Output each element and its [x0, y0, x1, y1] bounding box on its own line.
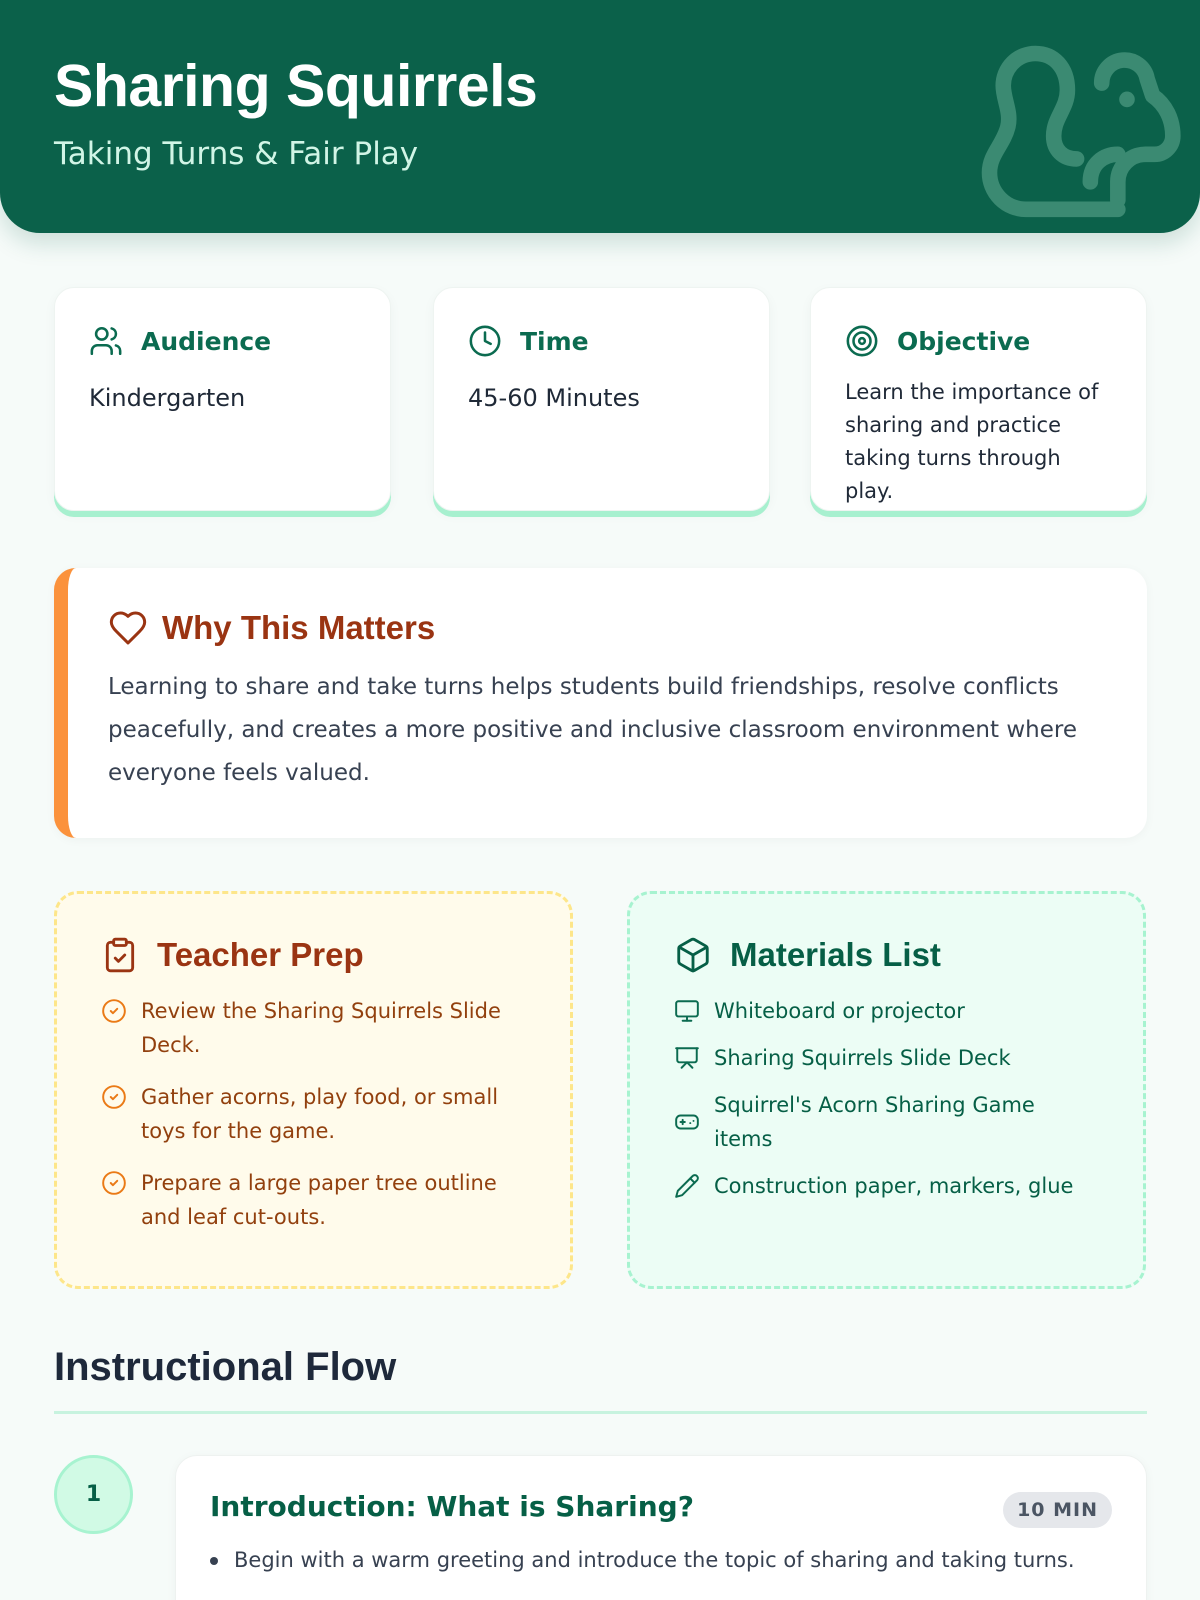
check-circle-icon	[101, 1170, 127, 1196]
list-item-text: Sharing Squirrels Slide Deck	[714, 1046, 1011, 1070]
check-circle-icon	[101, 998, 127, 1024]
list-item	[101, 994, 526, 1062]
step-points	[210, 1543, 1112, 1577]
bullet-icon	[210, 1557, 218, 1565]
page-subtitle: Taking Turns & Fair Play	[54, 136, 419, 172]
time-card	[433, 287, 770, 511]
list-item-text: Begin with a warm greeting and introduce the topic of sharing and taking turns.	[234, 1548, 1075, 1572]
list-item	[101, 1166, 526, 1234]
step-duration-badge: 10 MIN	[1003, 1492, 1112, 1528]
audience-label: Audience	[141, 326, 272, 356]
objective-text: Learn the importance of sharing and practice taking turns through play.	[845, 380, 1099, 503]
list-item	[101, 1080, 526, 1148]
materials-list-panel	[627, 891, 1146, 1289]
presentation-icon	[674, 1045, 700, 1071]
box-icon	[674, 936, 712, 974]
gamepad-icon	[674, 1109, 700, 1135]
target-icon	[845, 324, 879, 358]
list-item	[674, 1169, 1099, 1203]
materials-list	[674, 994, 1099, 1203]
why-text: Learning to share and take turns helps students build friendships, resolve conflicts peacefully, and creates a more positive and inclusive classroom environment where everyone feels valued.	[108, 674, 1077, 786]
step-title: Introduction: What is Sharing?	[210, 1490, 694, 1523]
list-item-text: Gather acorns, play food, or small toys for the game.	[141, 1085, 499, 1143]
teacher-prep-panel	[54, 891, 573, 1289]
heart-icon	[108, 608, 148, 648]
audience-value: Kindergarten	[89, 384, 246, 412]
pencil-icon	[674, 1173, 700, 1199]
list-item-text: Construction paper, markers, glue	[714, 1174, 1074, 1198]
why-this-matters-panel	[54, 568, 1147, 838]
list-item	[674, 1041, 1099, 1075]
divider	[54, 1411, 1147, 1414]
materials-title: Materials List	[730, 936, 941, 973]
teacher-prep-title: Teacher Prep	[157, 936, 364, 973]
audience-card	[54, 287, 391, 511]
time-value: 45-60 Minutes	[468, 384, 640, 412]
teacher-prep-list	[101, 994, 526, 1234]
clipboard-check-icon	[101, 936, 139, 974]
squirrel-icon	[962, 26, 1182, 233]
check-circle-icon	[101, 1084, 127, 1110]
list-item-text: Squirrel's Acorn Sharing Game items	[714, 1093, 1035, 1151]
step-card	[175, 1455, 1147, 1600]
objective-label: Objective	[897, 326, 1031, 356]
users-icon	[89, 324, 123, 358]
page-title: Sharing Squirrels	[54, 53, 538, 119]
step-number-badge: 1	[54, 1455, 133, 1534]
why-title: Why This Matters	[162, 609, 436, 646]
list-item-text: Whiteboard or projector	[714, 999, 965, 1023]
list-item	[674, 994, 1099, 1028]
list-item	[210, 1543, 1112, 1577]
monitor-icon	[674, 998, 700, 1024]
list-item	[674, 1088, 1099, 1156]
instructional-flow-title: Instructional Flow	[54, 1345, 397, 1389]
list-item-text: Prepare a large paper tree outline and leaf cut-outs.	[141, 1171, 497, 1229]
time-label: Time	[520, 326, 589, 356]
clock-icon	[468, 324, 502, 358]
list-item-text: Review the Sharing Squirrels Slide Deck.	[141, 999, 501, 1057]
page-header	[0, 0, 1200, 233]
objective-card	[810, 287, 1147, 511]
